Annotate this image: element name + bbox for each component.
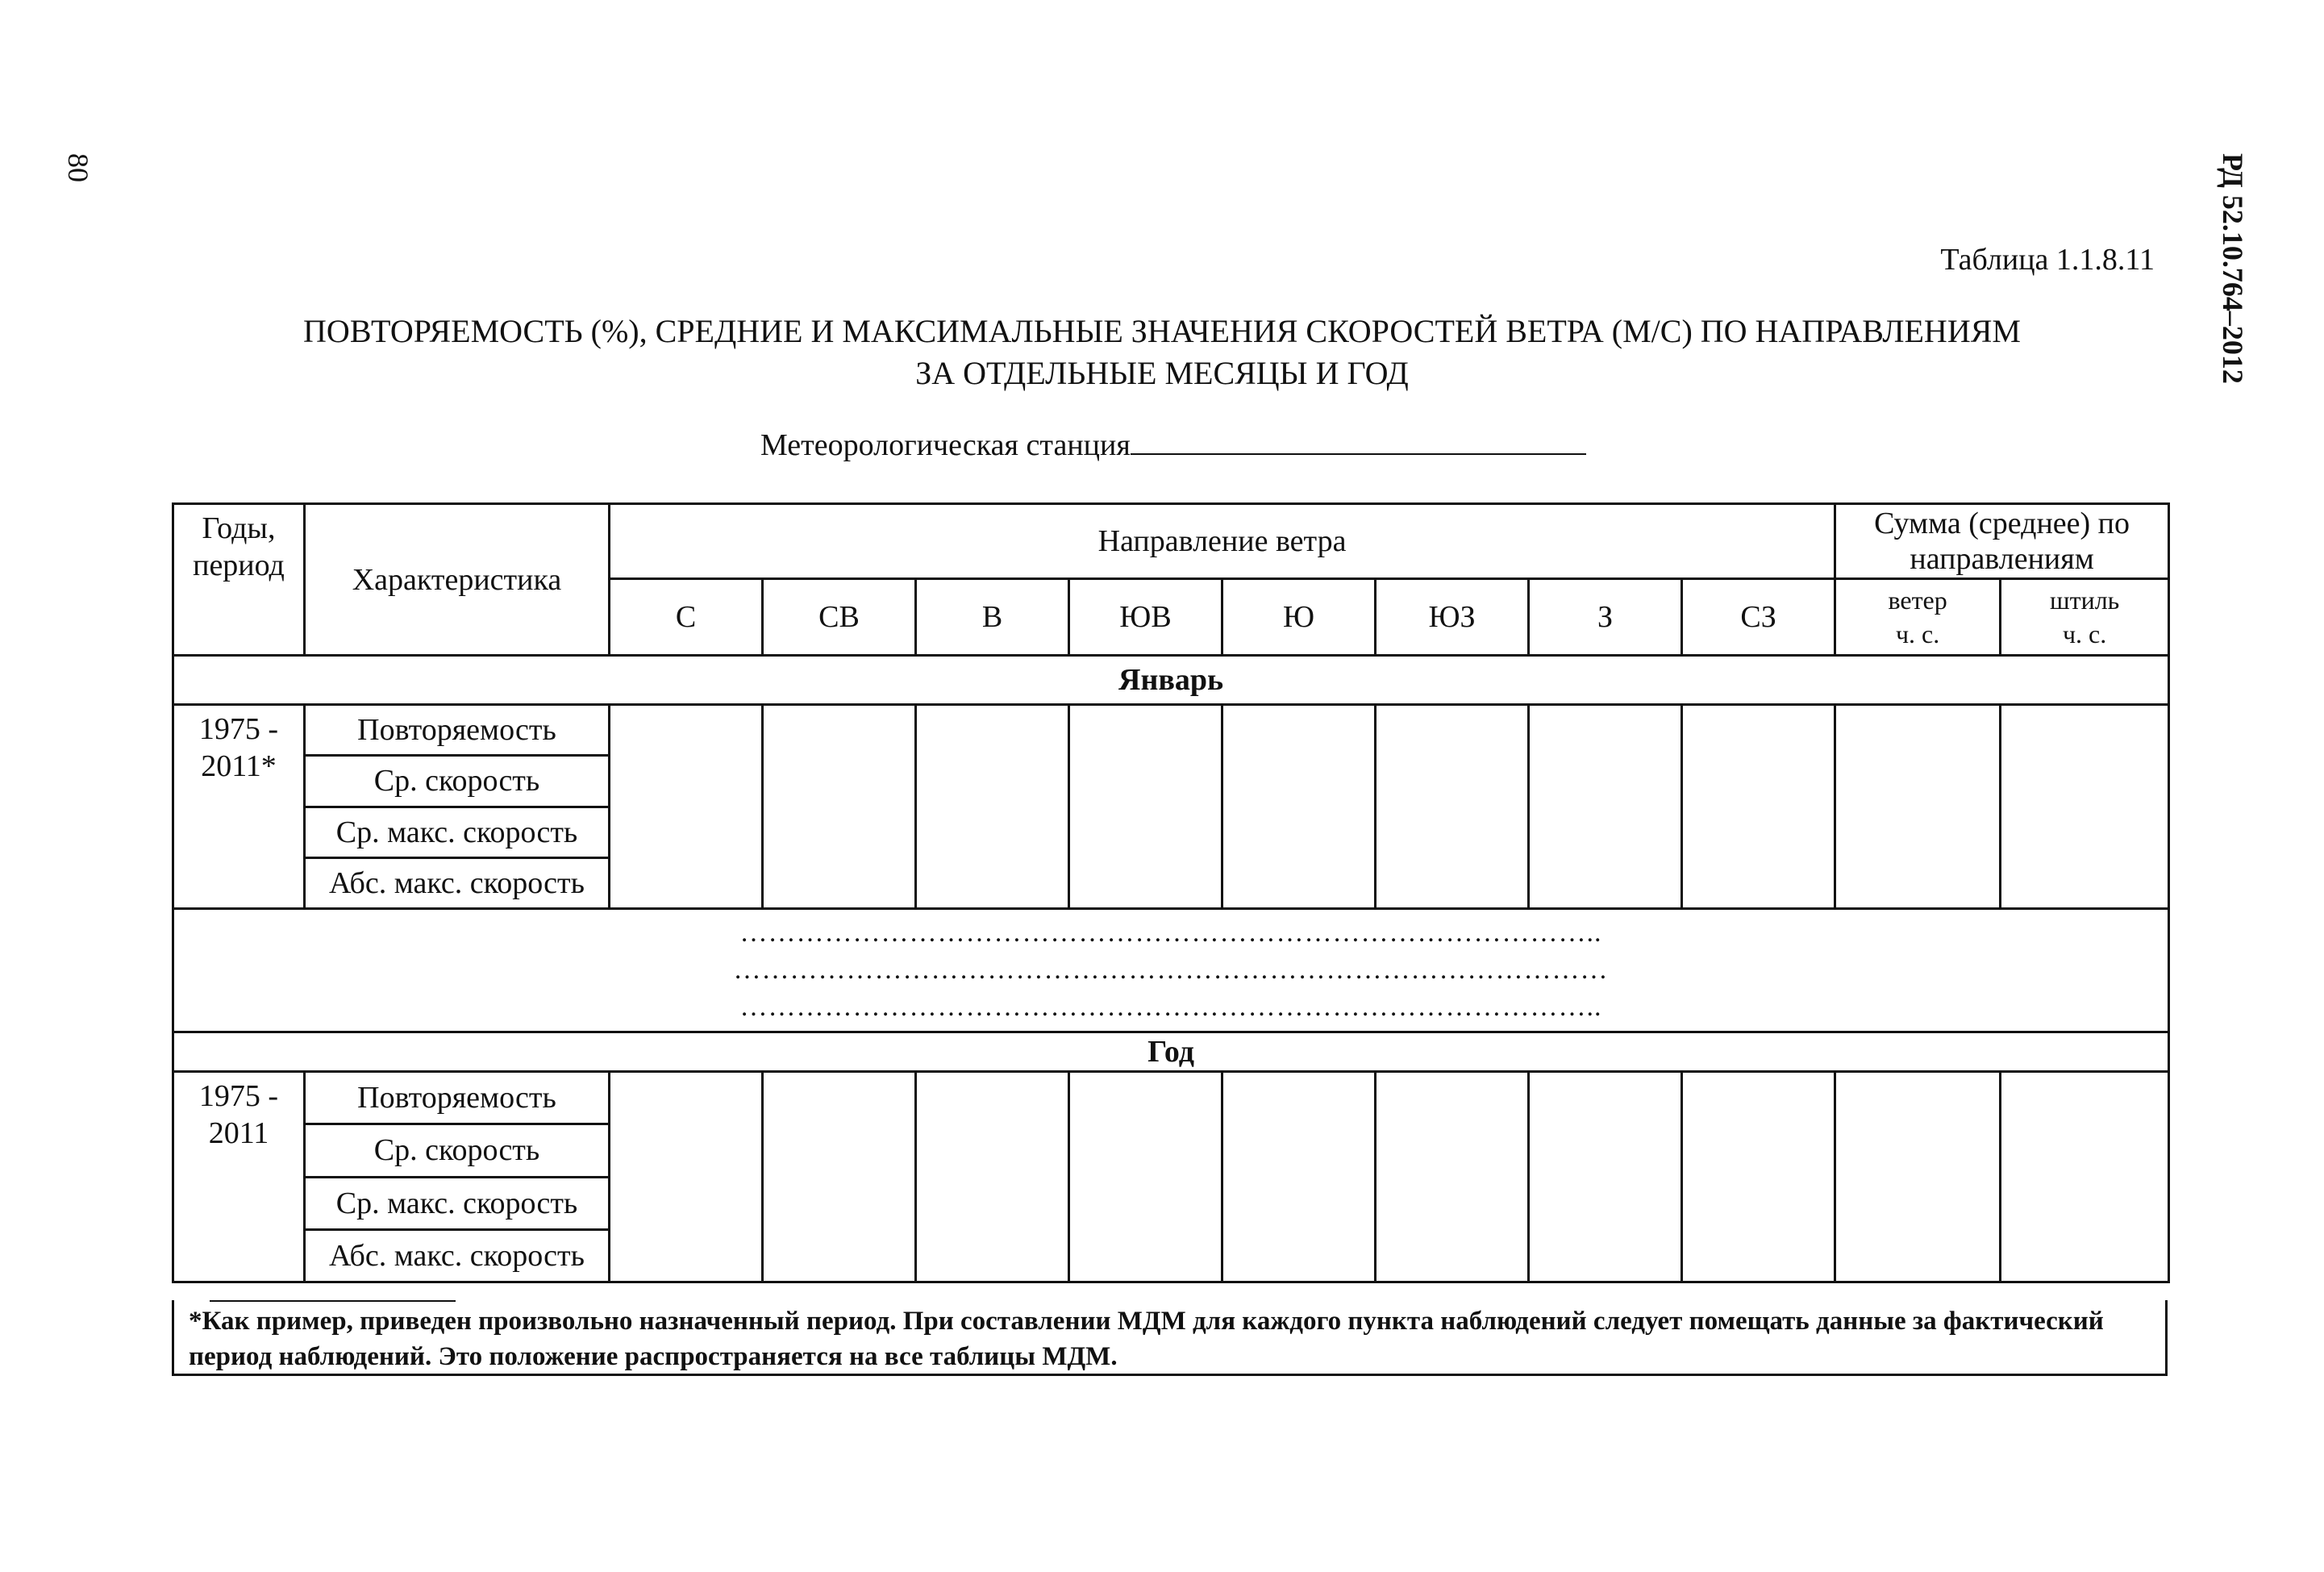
dots-line-2: …………………………………………………………………………………: [733, 955, 1609, 985]
dir-s: Ю: [1222, 579, 1376, 656]
cell[interactable]: [610, 705, 763, 909]
characteristics-january: [305, 705, 610, 909]
dots-line-3: ………………………………………………………………………………..: [739, 992, 1602, 1022]
dir-e: В: [916, 579, 1069, 656]
header-sum: Сумма (среднее) по направлениям: [1835, 504, 2169, 579]
dots-line-1: ………………………………………………………………………………..: [739, 918, 1602, 948]
table-number: Таблица 1.1.8.11: [1940, 243, 2155, 277]
wind-label: ветер: [1888, 586, 1947, 615]
calm-label: штиль: [2049, 586, 2120, 615]
cell[interactable]: [1069, 705, 1222, 909]
dir-se: ЮВ: [1069, 579, 1222, 656]
dir-w: З: [1529, 579, 1682, 656]
cell[interactable]: [2001, 705, 2169, 909]
dir-nw: СЗ: [1682, 579, 1835, 656]
calm-unit: ч. с.: [2062, 619, 2107, 648]
header-wind: [1835, 579, 2001, 656]
char-frequency: Повторяемость: [306, 706, 608, 757]
wind-unit: ч. с.: [1895, 619, 1940, 648]
cell[interactable]: [1529, 1072, 1682, 1282]
footnote: *Как пример, приведен произвольно назначенный период. При составлении МДМ для каждого пункта наблюдений следует помещать данные за фактический период наблюдений. Это положение распространяется на все таблицы МДМ.: [172, 1300, 2168, 1376]
cell[interactable]: [1682, 705, 1835, 909]
cell[interactable]: [763, 705, 916, 909]
cell[interactable]: [610, 1072, 763, 1282]
characteristics-year: [305, 1072, 610, 1282]
header-years: Годы, период: [173, 504, 305, 656]
char-abs-max-speed: Абс. макс. скорость: [329, 1238, 585, 1273]
station-blank[interactable]: [1131, 426, 1586, 455]
char-abs-max-speed: Абс. макс. скорость: [329, 865, 585, 900]
title-line-1: ПОВТОРЯЕМОСТЬ (%), СРЕДНИЕ И МАКСИМАЛЬНЫЕ ЗНАЧЕНИЯ СКОРОСТЕЙ ВЕТРА (М/С) ПО НАПРАВЛЕНИЯМ: [303, 313, 2021, 349]
header-calm: [2001, 579, 2169, 656]
section-month-january: Январь: [173, 656, 2169, 705]
cell[interactable]: [916, 705, 1069, 909]
cell[interactable]: [763, 1072, 916, 1282]
header-direction: Направление ветра: [610, 504, 1835, 579]
period-year: 1975 - 2011: [173, 1072, 305, 1282]
section-month-year: Год: [173, 1032, 2169, 1072]
char-avg-max-speed: Ср. макс. скорость: [306, 808, 608, 859]
dir-n: С: [610, 579, 763, 656]
table-title: [0, 311, 2324, 394]
cell[interactable]: [1682, 1072, 1835, 1282]
cell[interactable]: [2001, 1072, 2169, 1282]
title-line-2: ЗА ОТДЕЛЬНЫЕ МЕСЯЦЫ И ГОД: [915, 355, 1409, 391]
cell[interactable]: [1376, 1072, 1529, 1282]
cell[interactable]: [1835, 1072, 2001, 1282]
cell[interactable]: [1222, 705, 1376, 909]
page-number: 80: [62, 153, 94, 182]
char-avg-speed: Ср. скорость: [306, 1125, 608, 1178]
continuation-dots: [173, 909, 2169, 1032]
cell[interactable]: [916, 1072, 1069, 1282]
document-code: РД 52.10.764–2012: [2217, 153, 2249, 384]
char-avg-speed: Ср. скорость: [306, 757, 608, 807]
header-characteristic: Характеристика: [305, 504, 610, 656]
station-label: Метеорологическая станция: [760, 428, 1131, 462]
cell[interactable]: [1835, 705, 2001, 909]
dir-ne: СВ: [763, 579, 916, 656]
cell[interactable]: [1069, 1072, 1222, 1282]
station-field: [760, 426, 1586, 463]
cell[interactable]: [1376, 705, 1529, 909]
dir-sw: ЮЗ: [1376, 579, 1529, 656]
cell[interactable]: [1529, 705, 1682, 909]
period-january: 1975 - 2011*: [173, 705, 305, 909]
cell[interactable]: [1222, 1072, 1376, 1282]
wind-table: [172, 502, 2170, 1283]
char-avg-max-speed: Ср. макс. скорость: [306, 1178, 608, 1231]
char-frequency: Повторяемость: [306, 1073, 608, 1125]
